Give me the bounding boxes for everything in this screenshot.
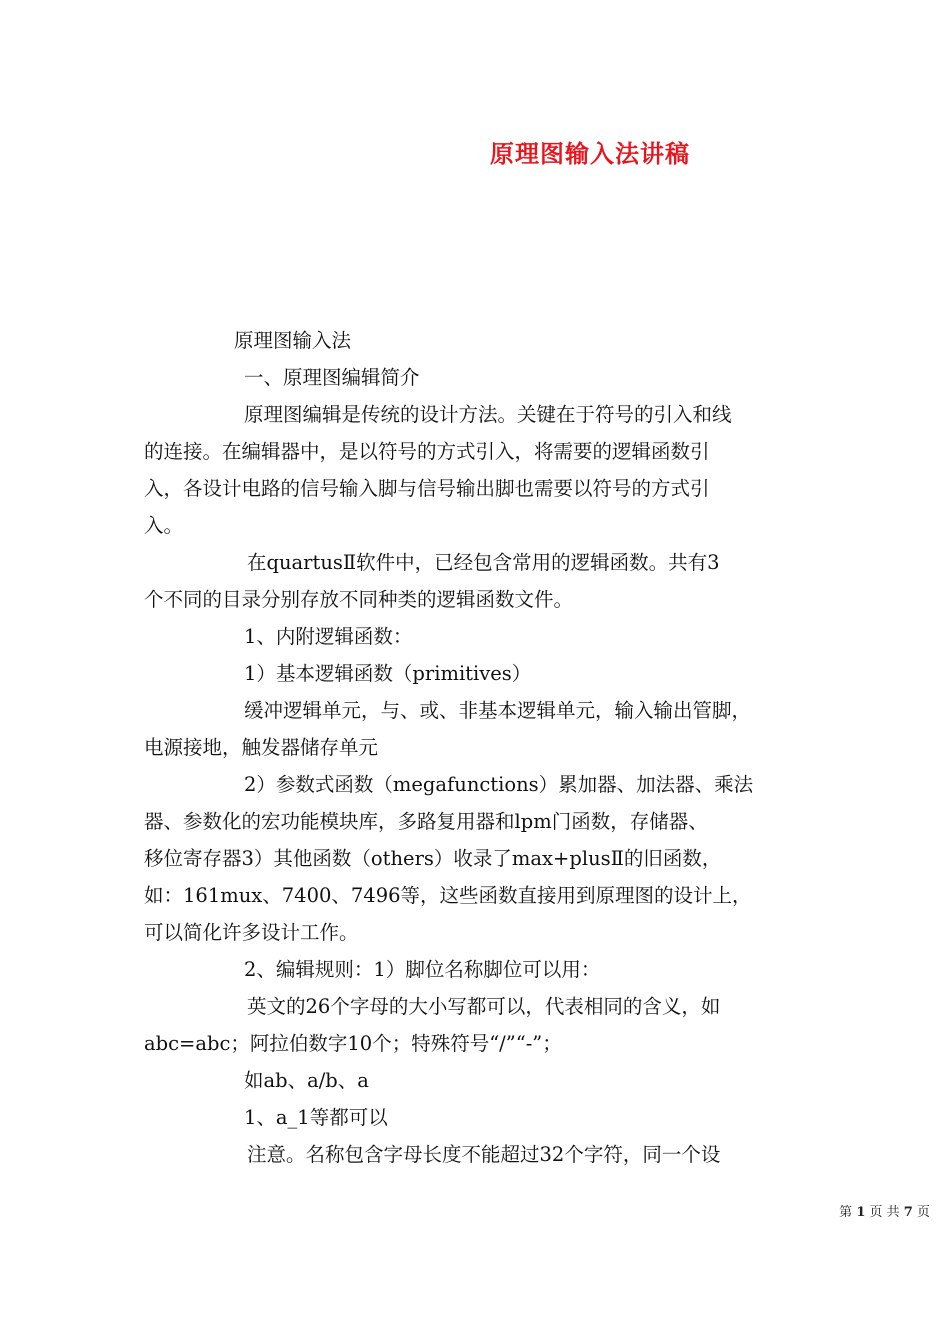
body-line: 原理图输入法 [234,329,352,352]
body-line: 电源接地，触发器储存单元 [144,736,379,759]
body-line: 入。 [144,514,184,537]
body-line: 1）基本逻辑函数（primitives） [244,662,532,685]
body-line: 1、内附逻辑函数： [244,625,413,648]
body-line: 2、编辑规则：1）脚位名称脚位可以用： [244,958,601,981]
document-title: 原理图输入法讲稿 [490,139,690,168]
footer-suffix: 页 [916,1205,930,1220]
page-footer [0,1201,930,1220]
body-line: abc=abc；阿拉伯数字10个；特殊符号“/”“-”； [144,1032,562,1055]
body-line: 入，各设计电路的信号输入脚与信号输出脚也需要以符号的方式引 [144,477,710,500]
body-line: 在quartusⅡ软件中，已经包含常用的逻辑函数。共有3 [247,551,720,574]
footer-prefix: 第 [839,1205,853,1220]
body-line: 如ab、a/b、a [244,1069,369,1092]
document-body [144,322,812,1173]
body-line: 英文的26个字母的大小写都可以，代表相同的含义，如 [247,995,721,1018]
body-line: 器、参数化的宏功能模块库，多路复用器和lpm门函数，存储器、 [144,810,708,833]
body-line: 注意。名称包含字母长度不能超过32个字符，同一个设 [247,1143,721,1166]
body-line: 1、a_1等都可以 [244,1106,388,1129]
footer-page-number: 1 [856,1205,866,1220]
body-line: 一、原理图编辑简介 [244,366,420,389]
body-line: 的连接。在编辑器中，是以符号的方式引入，将需要的逻辑函数引 [144,440,710,463]
body-line: 移位寄存器3）其他函数（others）收录了max+plusⅡ的旧函数， [144,847,722,870]
footer-total-pages: 7 [903,1205,913,1220]
body-line: 个不同的目录分别存放不同种类的逻辑函数文件。 [144,588,574,611]
body-line: 缓冲逻辑单元，与、或、非基本逻辑单元，输入输出管脚， [244,699,752,722]
body-line: 如：161mux、7400、7496等，这些函数直接用到原理图的设计上， [144,884,752,907]
body-line: 可以简化许多设计工作。 [144,921,359,944]
body-line: 原理图编辑是传统的设计方法。关键在于符号的引入和线 [244,403,732,426]
footer-middle: 页 共 [869,1205,900,1220]
body-line: 2）参数式函数（megafunctions）累加器、加法器、乘法 [244,773,754,796]
